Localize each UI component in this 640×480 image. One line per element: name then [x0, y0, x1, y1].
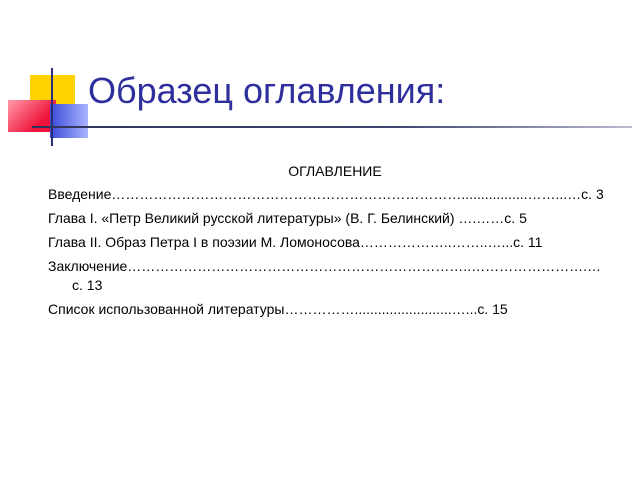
- toc-entry-conclusion: Заключение………………………………………………………………..…………………….…с. 13: [48, 258, 601, 293]
- toc-entry-chapter-2: Глава II. Образ Петра I в поэзии М. Ломоносова………………..……..…...с. 11: [48, 234, 543, 250]
- blue-square: [50, 104, 88, 138]
- slide-title: Образец оглавления:: [88, 70, 446, 111]
- toc-entry-bibliography: Список использованной литературы…………….........................…...с. 15: [48, 301, 508, 317]
- toc-entry-introduction: Введение………………………………………………………………….................……...…с. 3: [48, 186, 604, 202]
- toc-heading: ОГЛАВЛЕНИЕ: [288, 163, 382, 179]
- toc-entry-chapter-1: Глава I. «Петр Великий русской литературы» (В. Г. Белинский) ….……с. 5: [48, 210, 527, 226]
- table-of-contents: [48, 162, 610, 324]
- title-underline: [32, 126, 632, 128]
- vertical-rule: [51, 68, 53, 146]
